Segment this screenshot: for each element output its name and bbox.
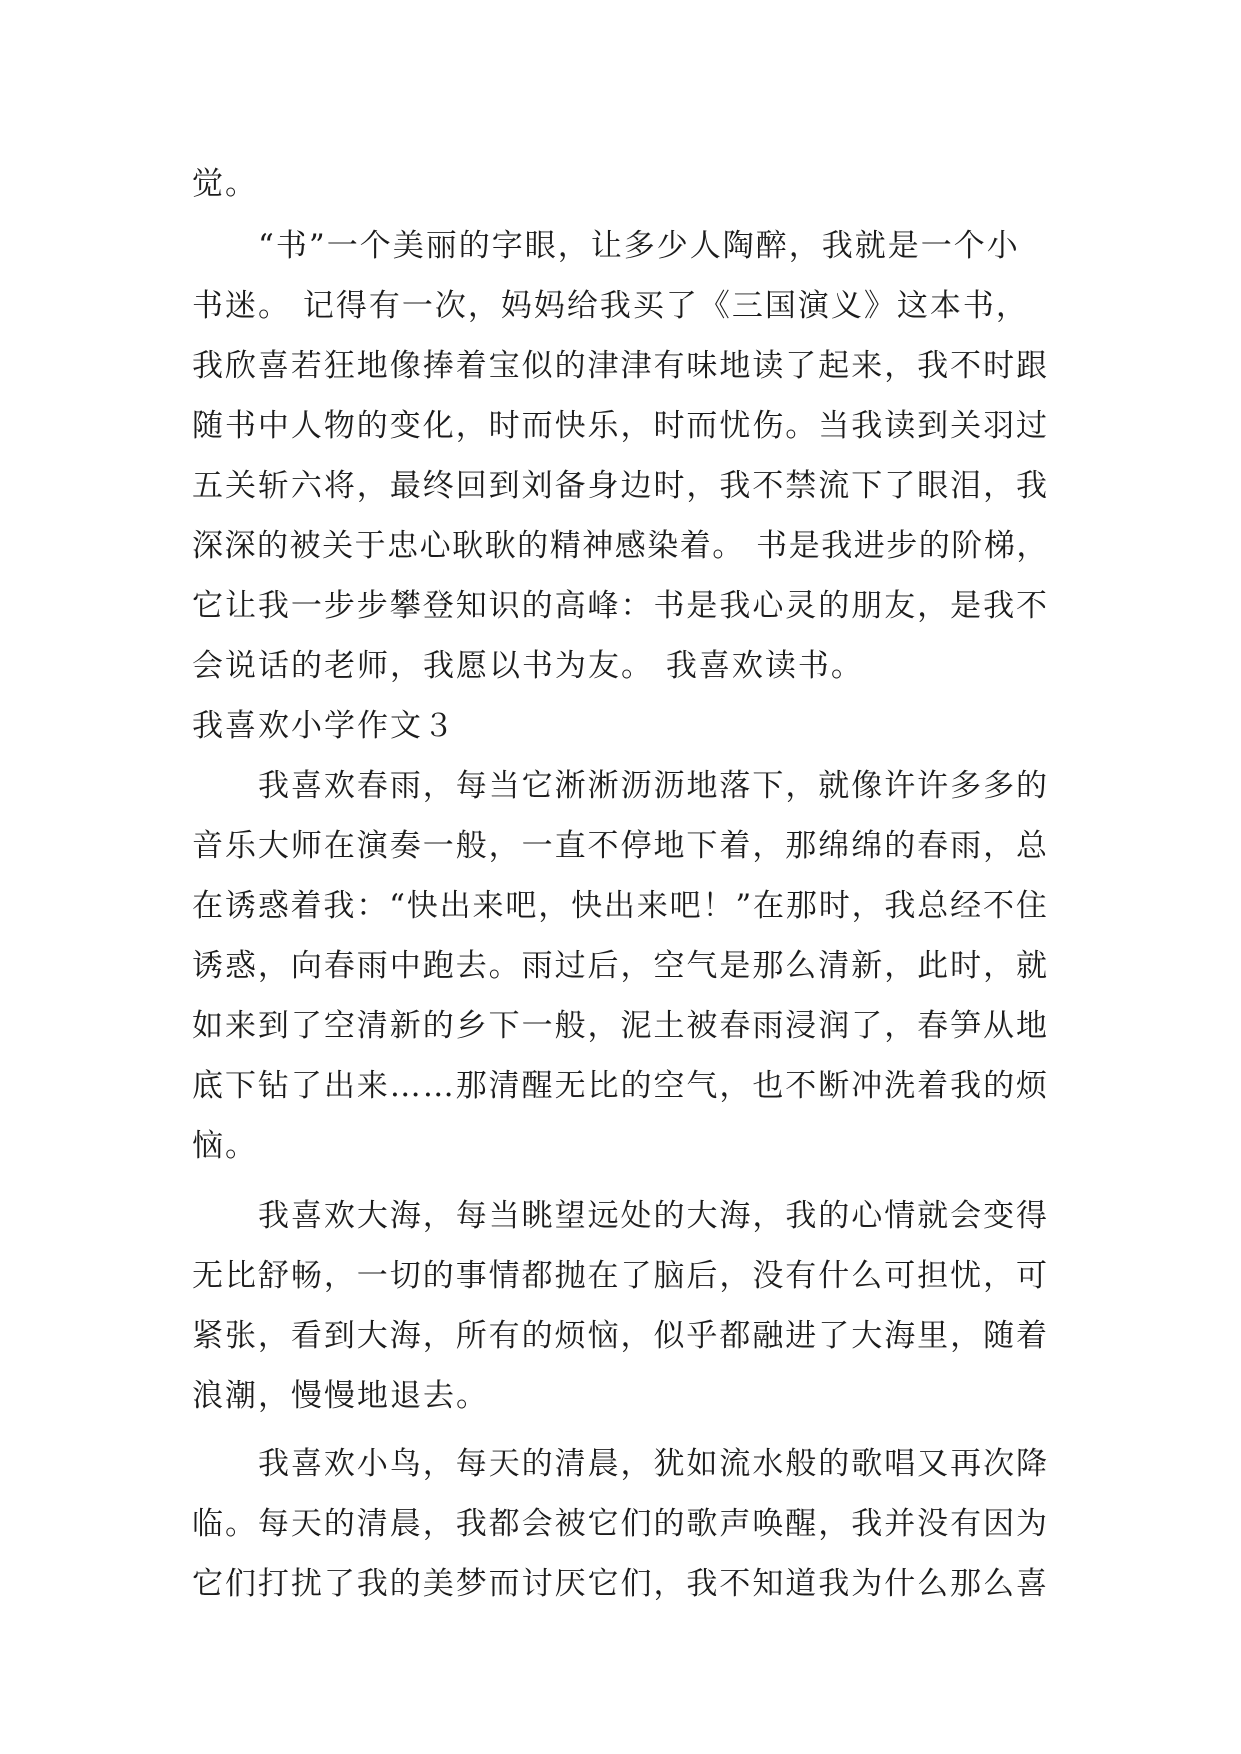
text-line: 觉。: [192, 166, 258, 202]
text-line: 五关斩六将，最终回到刘备身边时，我不禁流下了眼泪，我: [192, 468, 1049, 504]
text-line: 它让我一步步攀登知识的高峰：书是我心灵的朋友，是我不: [192, 588, 1049, 624]
text-line: 浪潮，慢慢地退去。: [192, 1378, 489, 1414]
text-line: 随书中人物的变化，时而快乐，时而忧伤。当我读到关羽过: [192, 408, 1049, 444]
text-line: 会说话的老师，我愿以书为友。 我喜欢读书。: [192, 648, 864, 684]
text-line: 我欣喜若狂地像捧着宝似的津津有味地读了起来，我不时跟: [192, 348, 1049, 384]
text-line: 恼。: [192, 1128, 258, 1164]
text-line: 我喜欢大海，每当眺望远处的大海，我的心情就会变得: [258, 1198, 1049, 1234]
text-line: 无比舒畅，一切的事情都抛在了脑后，没有什么可担忧，可: [192, 1258, 1049, 1294]
text-line: 临。每天的清晨，我都会被它们的歌声唤醒，我并没有因为: [192, 1506, 1049, 1542]
text-line: 我喜欢春雨，每当它淅淅沥沥地落下，就像许许多多的: [258, 768, 1049, 804]
text-line: 音乐大师在演奏一般，一直不停地下着，那绵绵的春雨，总: [192, 828, 1049, 864]
text-line: 深深的被关于忠心耿耿的精神感染着。 书是我进步的阶梯，: [192, 528, 1049, 564]
text-line: 我喜欢小鸟，每天的清晨，犹如流水般的歌唱又再次降: [258, 1446, 1049, 1482]
text-line: 底下钻了出来……那清醒无比的空气，也不断冲洗着我的烦: [192, 1068, 1049, 1104]
text-line: 它们打扰了我的美梦而讨厌它们，我不知道我为什么那么喜: [192, 1566, 1049, 1602]
text-line: 如来到了空清新的乡下一般，泥土被春雨浸润了，春笋从地: [192, 1008, 1049, 1044]
text-line: 紧张，看到大海，所有的烦恼，似乎都融进了大海里，随着: [192, 1318, 1049, 1354]
text-line: 诱惑，向春雨中跑去。雨过后，空气是那么清新，此时，就: [192, 948, 1049, 984]
section-heading: 我喜欢小学作文３: [192, 708, 456, 744]
text-line: “书”一个美丽的字眼，让多少人陶醉，我就是一个小: [258, 228, 1020, 264]
text-line: 书迷。 记得有一次，妈妈给我买了《三国演义》这本书，: [192, 288, 1029, 324]
text-line: 在诱惑着我：“快出来吧，快出来吧！”在那时，我总经不住: [192, 888, 1049, 924]
